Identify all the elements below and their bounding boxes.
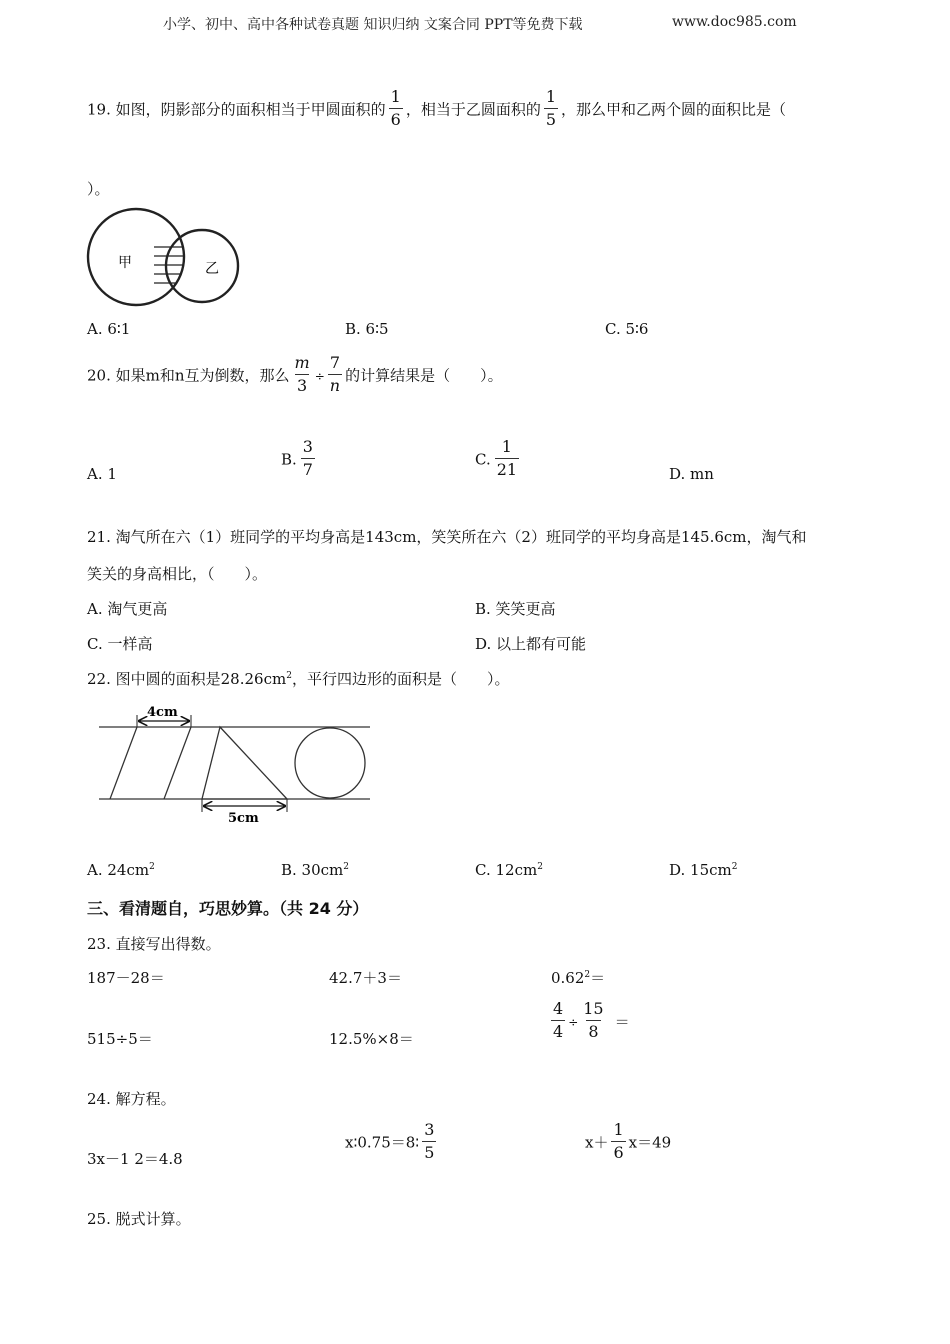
circle <box>295 728 365 798</box>
q24-equation-3 <box>585 1120 672 1163</box>
q22-option-a-text: A. 24cm <box>87 861 150 879</box>
q22-superscript: 2 <box>286 671 292 681</box>
q20-option-d[interactable]: D. mn <box>669 465 714 483</box>
q19-option-a[interactable]: A. 6∶1 <box>87 320 131 338</box>
q23-r2c3-fraction-2 <box>581 1001 605 1040</box>
q21-option-d[interactable]: D. 以上都有可能 <box>475 635 587 653</box>
q19-venn-figure <box>84 205 244 311</box>
q23-f1-denominator: 4 <box>553 1022 564 1041</box>
q23-r2c3 <box>548 999 630 1042</box>
q19-text-3: ，那么甲和乙两个圆的面积比是（ <box>561 100 787 119</box>
q22-option-b-sup: 2 <box>343 862 350 872</box>
q23-r1c2: 42.7＋3＝ <box>329 969 402 987</box>
q20-c-denominator: 21 <box>496 460 518 479</box>
circle-jia <box>88 209 184 305</box>
q23-r1c3-sup: 2 <box>584 970 591 980</box>
q22-option-a[interactable] <box>87 861 155 879</box>
q20-option-b-fraction <box>301 439 315 478</box>
header-banner: 小学、初中、高中各种试卷真题 知识归纳 文案合同 PPT等免费下载 <box>163 17 583 33</box>
q20-option-c-fraction <box>495 439 519 478</box>
q22-option-b-text: B. 30cm <box>281 861 344 879</box>
q20-fraction-m-3 <box>293 355 312 394</box>
q24-e3-text-1: x＋ <box>585 1133 609 1152</box>
q23-r1c3-base: 0.62 <box>551 969 585 987</box>
q19-text-2: ，相当于乙圆面积的 <box>405 100 541 119</box>
q22-text-2: ，平行四边形的面积是（ ）。 <box>291 670 510 688</box>
q20-fb-denominator: n <box>329 376 341 395</box>
q24-e3-text-2: x＝49 <box>628 1133 672 1152</box>
q23-r1c3 <box>551 967 605 988</box>
section-3-title: 三、看清题自，巧思妙算。（共 24 分） <box>87 899 369 918</box>
q23-f2-numerator: 15 <box>583 999 604 1018</box>
q20-option-c[interactable] <box>475 437 522 480</box>
circle-yi <box>166 230 238 302</box>
q22-text-1: 22. 图中圆的面积是28.26cm <box>87 670 287 688</box>
q20-c-numerator: 1 <box>501 437 512 456</box>
q23-f2-denominator: 8 <box>588 1022 599 1041</box>
q20-b-numerator: 3 <box>302 437 313 456</box>
dimension-label-top: 4cm <box>147 705 178 720</box>
q21-line-2: 笑关的身高相比，（ ）。 <box>87 565 268 583</box>
q24-equation-2 <box>345 1120 439 1163</box>
shaded-overlap <box>154 247 194 283</box>
q22-option-b[interactable] <box>281 861 349 879</box>
q19-line-2: ）。 <box>87 180 110 198</box>
q22-option-c[interactable] <box>475 861 543 879</box>
q23-r2c2: 12.5%×8＝ <box>329 1030 414 1048</box>
q20-fa-denominator: 3 <box>297 376 308 395</box>
q20-option-b-label: B. <box>281 450 297 469</box>
q20-text-1: 20. 如果m和n互为倒数，那么 <box>87 366 290 385</box>
q25-title: 25. 脱式计算。 <box>87 1210 191 1228</box>
question-20 <box>87 353 503 396</box>
label-jia: 甲 <box>118 255 132 271</box>
q24-e2-text: x∶0.75＝8∶ <box>345 1133 420 1152</box>
q23-r1c3-eq: ＝ <box>590 969 606 987</box>
q22-figure <box>94 700 379 830</box>
q24-e2-denominator: 5 <box>424 1143 435 1162</box>
q23-r2c3-eq: ＝ <box>614 1012 630 1031</box>
q20-fb-numerator: 7 <box>329 353 340 372</box>
question-19 <box>87 87 787 130</box>
q22-option-d[interactable] <box>669 861 737 879</box>
triangle <box>202 727 287 799</box>
q19-option-b[interactable]: B. 6∶5 <box>345 320 389 338</box>
dimension-label-bottom: 5cm <box>228 811 259 826</box>
q24-e3-fraction <box>611 1122 625 1161</box>
q24-title: 24. 解方程。 <box>87 1090 176 1108</box>
q24-equation-1: 3x－1 2＝4.8 <box>87 1150 183 1168</box>
q20-b-denominator: 7 <box>302 460 313 479</box>
q22-option-d-sup: 2 <box>731 862 738 872</box>
q19-f2-denominator: 5 <box>545 110 557 129</box>
parallelogram-right-side <box>164 727 191 799</box>
q23-title: 23. 直接写出得数。 <box>87 935 221 953</box>
q20-option-a[interactable]: A. 1 <box>87 465 117 483</box>
q22-option-c-text: C. 12cm <box>475 861 538 879</box>
q22-option-a-sup: 2 <box>149 862 155 872</box>
q20-option-c-label: C. <box>475 450 491 469</box>
q22-option-c-sup: 2 <box>537 862 543 872</box>
q20-divide-sign: ÷ <box>314 369 325 384</box>
q19-f1-denominator: 6 <box>390 110 401 129</box>
q23-r1c1: 187－28＝ <box>87 969 165 987</box>
q22-option-d-text: D. 15cm <box>669 861 732 879</box>
q19-text-1: 19. 如图，阴影部分的面积相当于甲圆面积的 <box>87 100 386 119</box>
q21-option-b[interactable]: B. 笑笑更高 <box>475 600 556 618</box>
question-22 <box>87 668 509 689</box>
q19-f2-numerator: 1 <box>545 87 557 106</box>
q23-f1-numerator: 4 <box>553 999 564 1018</box>
q21-option-c[interactable]: C. 一样高 <box>87 635 153 653</box>
q24-e3-numerator: 1 <box>613 1120 624 1139</box>
q23-r2c3-fraction-1 <box>551 1001 565 1040</box>
q20-fraction-7-n <box>328 355 342 394</box>
q20-option-b[interactable] <box>281 437 318 480</box>
q20-text-2: 的计算结果是（ ）。 <box>345 366 503 385</box>
q21-option-a[interactable]: A. 淘气更高 <box>87 600 168 618</box>
header-url[interactable]: www.doc985.com <box>672 14 797 30</box>
q21-line-1: 21. 淘气所在六（1）班同学的平均身高是143cm，笑笑所在六（2）班同学的平均身高是145.6cm，淘气和 <box>87 528 807 546</box>
q20-fa-numerator: m <box>294 353 310 372</box>
q24-e2-fraction <box>422 1122 436 1161</box>
q19-fraction-2 <box>544 89 558 128</box>
q19-f1-numerator: 1 <box>390 87 401 106</box>
q23-r2c1: 515÷5＝ <box>87 1030 153 1048</box>
q19-fraction-1 <box>389 89 403 128</box>
q19-option-c[interactable]: C. 5∶6 <box>605 320 649 338</box>
q24-e2-numerator: 3 <box>424 1120 435 1139</box>
q23-divide-sign: ÷ <box>568 1015 579 1030</box>
parallelogram-left-side <box>110 727 137 799</box>
label-yi: 乙 <box>205 261 219 277</box>
q24-e3-denominator: 6 <box>613 1143 624 1162</box>
